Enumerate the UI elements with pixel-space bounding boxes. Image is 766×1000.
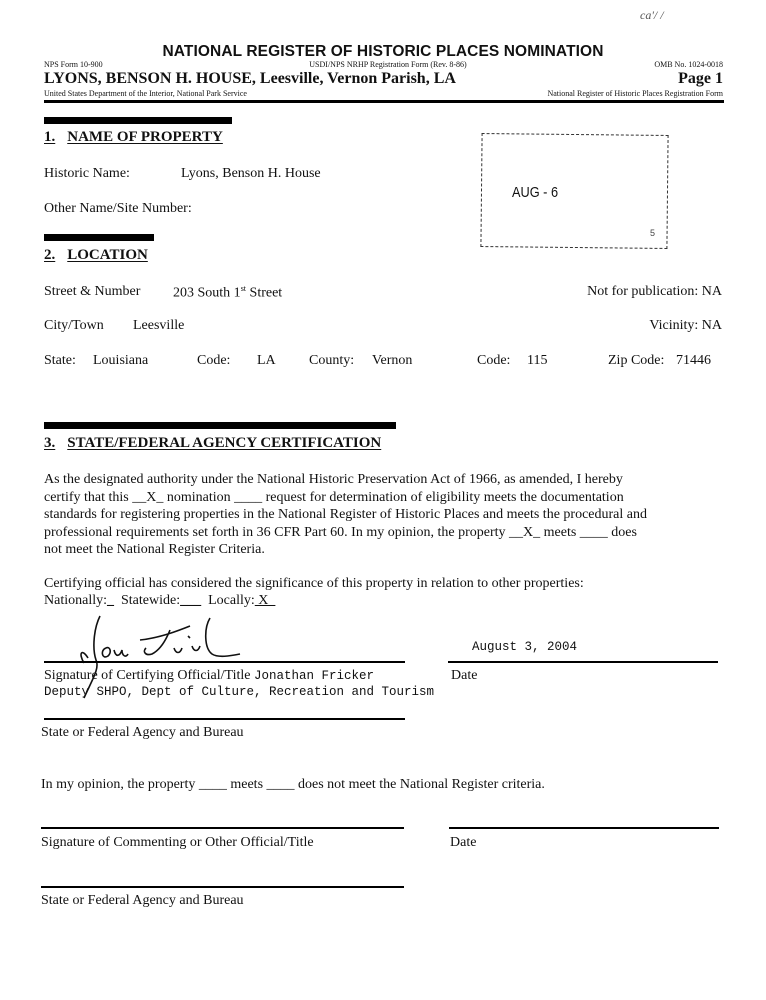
street-value-suffix: Street: [246, 285, 283, 301]
state-value: Louisiana: [93, 353, 149, 368]
street-value: [173, 284, 282, 302]
significance-levels: [44, 593, 275, 609]
paragraph-line: professional requirements set forth in 36 CFR Part 60. In my opinion, the property __X_ meets ____ does: [44, 524, 637, 540]
property-line: LYONS, BENSON H. HOUSE, Leesville, Vernon Parish, LA: [44, 70, 456, 87]
section-1-heading: [44, 129, 223, 146]
county-code-value: 115: [527, 353, 548, 368]
received-stamp: [480, 133, 668, 249]
section-3-bar: [44, 422, 396, 429]
section-1-title: NAME OF PROPERTY: [67, 129, 223, 145]
registration-form-label: USDI/NPS NRHP Registration Form (Rev. 8-86): [309, 60, 467, 69]
paragraph-line: As the designated authority under the National Historic Preservation Act of 1966, as amended, I hereby: [44, 472, 623, 487]
locally-label: Locally:: [208, 593, 255, 608]
street-ordinal: st: [240, 284, 247, 293]
stamp-date: AUG - 6: [512, 184, 559, 201]
nationally-label: Nationally:: [44, 593, 107, 608]
street-value-main: 203 South 1: [173, 285, 241, 301]
vicinity: Vicinity: NA: [649, 318, 722, 333]
section-3-title: STATE/FEDERAL AGENCY CERTIFICATION: [67, 435, 382, 451]
county-code-label: Code:: [477, 353, 511, 368]
county-value: Vernon: [372, 353, 413, 368]
state-code-value: LA: [257, 353, 276, 368]
commenting-caption: Signature of Commenting or Other Official/Title: [41, 835, 314, 850]
paragraph-line: not meet the National Register Criteria.: [44, 542, 265, 557]
certification-paragraph: [44, 471, 734, 559]
county-label: County:: [309, 353, 355, 368]
certification-date-line: [448, 661, 718, 663]
nationally-value: _: [107, 593, 114, 608]
commenting-signature-line: [41, 827, 404, 829]
opinion-line: In my opinion, the property ____ meets ____ does not meet the National Register criteria.: [41, 777, 545, 792]
signature-caption-text: Signature of Certifying Official/Title: [44, 668, 251, 683]
form-number: NPS Form 10-900: [44, 60, 103, 69]
certifying-signature-line: [44, 661, 405, 663]
agency-caption: State or Federal Agency and Bureau: [41, 725, 244, 740]
form-name-label: National Register of Historic Places Registration Form: [547, 89, 723, 98]
section-1-bar: [44, 117, 232, 124]
zip-label: Zip Code:: [608, 353, 665, 368]
statewide-value: ___: [180, 593, 202, 608]
certifying-signature-caption: [44, 668, 374, 684]
omb-number: OMB No. 1024-0018: [654, 60, 723, 69]
state-code-label: Code:: [197, 353, 231, 368]
other-name-label: Other Name/Site Number:: [44, 201, 192, 216]
not-for-publication: Not for publication: NA: [587, 284, 722, 299]
agency-line: [44, 718, 405, 720]
statewide-label: Statewide:: [121, 593, 181, 608]
historic-name-value: Lyons, Benson H. House: [181, 166, 321, 181]
agency-caption-2: State or Federal Agency and Bureau: [41, 893, 244, 908]
page-label: Page 1: [678, 70, 723, 87]
locally-value: X: [254, 593, 276, 608]
paragraph-line: certify that this __X_ nomination ____ request for determination of eligibility meets the documentation: [44, 489, 624, 505]
historic-name-label: Historic Name:: [44, 166, 130, 181]
commenting-date-caption: Date: [450, 835, 477, 850]
section-2-bar: [44, 234, 154, 241]
section-3-heading: [44, 435, 381, 452]
form-title: NATIONAL REGISTER OF HISTORIC PLACES NOMINATION: [162, 43, 604, 60]
section-3-number: 3.: [44, 435, 56, 451]
certification-date: August 3, 2004: [472, 640, 578, 654]
date-caption: Date: [451, 668, 478, 683]
street-label: Street & Number: [44, 284, 141, 299]
commenting-date-line: [449, 827, 719, 829]
city-label: City/Town: [44, 318, 104, 333]
section-2-number: 2.: [44, 247, 56, 263]
agency-line-2: [41, 886, 404, 888]
official-title: Deputy SHPO, Dept of Culture, Recreation and Tourism: [44, 685, 435, 699]
city-value: Leesville: [133, 318, 185, 333]
department-label: United States Department of the Interior, National Park Service: [44, 89, 247, 98]
handwritten-mark: ca'/ /: [640, 8, 664, 22]
significance-line: Certifying official has considered the significance of this property in relation to other properties:: [44, 576, 584, 591]
official-name: Jonathan Fricker: [253, 669, 375, 683]
section-2-title: LOCATION: [67, 247, 148, 263]
zip-value: 71446: [676, 353, 711, 368]
header-divider: [44, 100, 724, 103]
paragraph-line: standards for registering properties in the National Register of Historic Places and meets the procedural and: [44, 507, 647, 522]
section-1-number: 1.: [44, 129, 56, 145]
stamp-corner-mark: 5: [650, 228, 656, 238]
state-label: State:: [44, 353, 76, 368]
section-2-heading: [44, 247, 148, 264]
